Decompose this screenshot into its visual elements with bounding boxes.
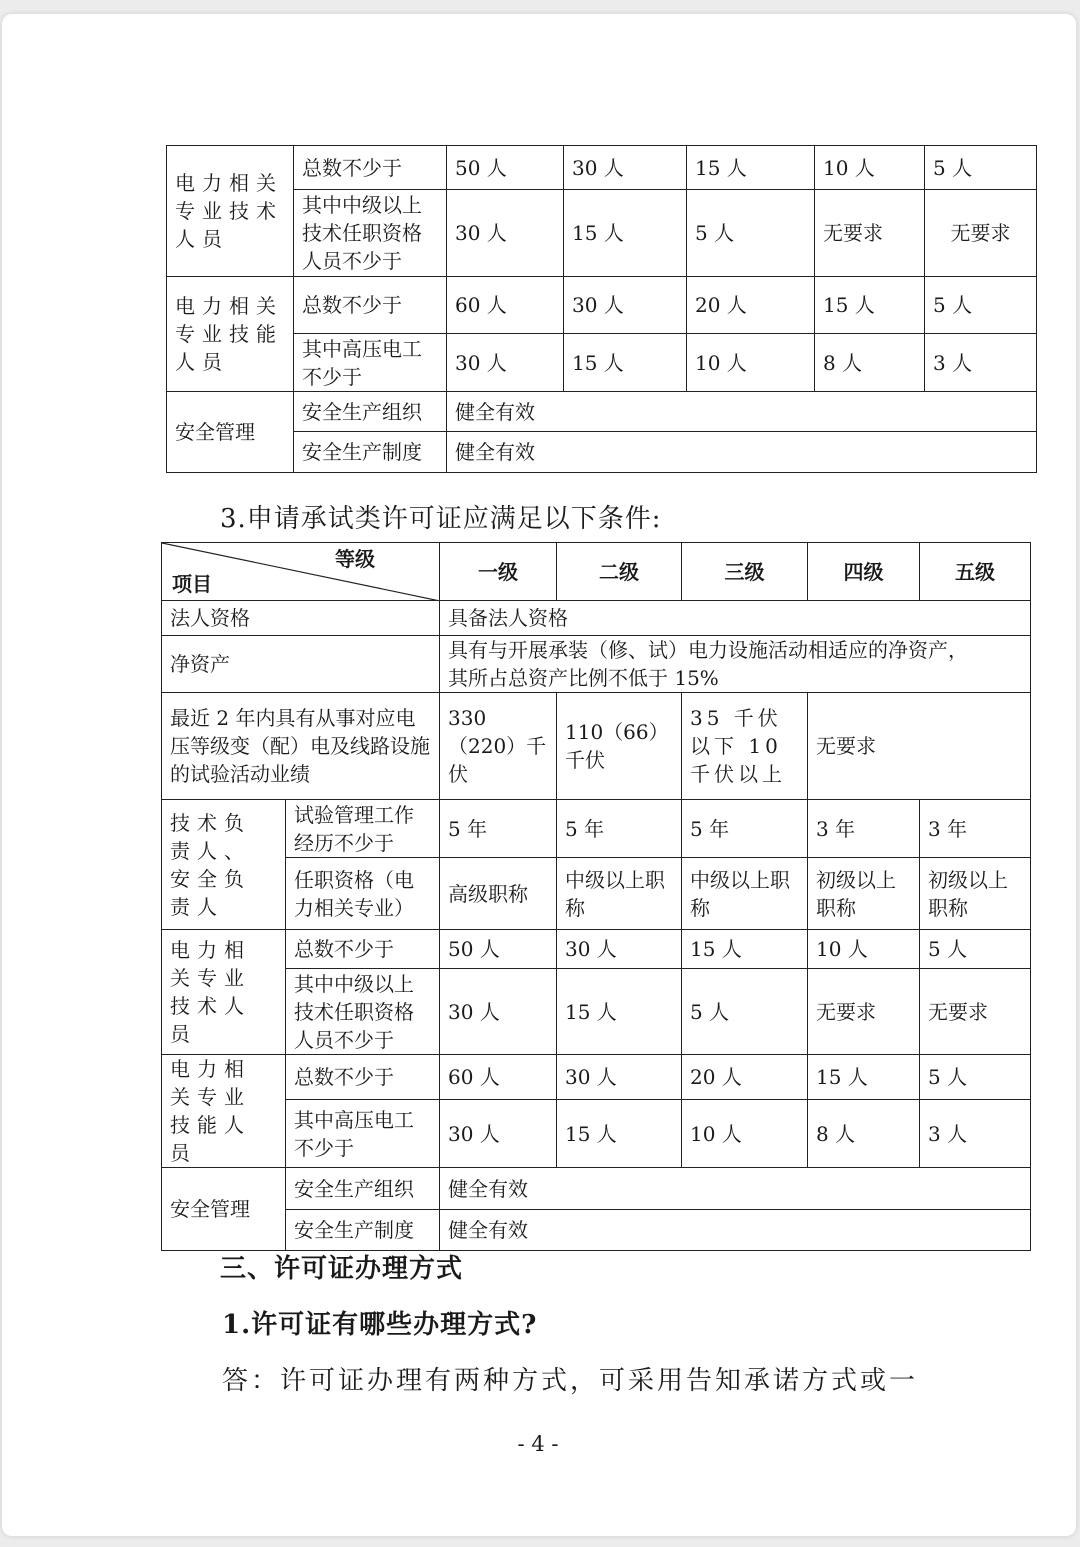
cell: 10 人 (687, 334, 815, 392)
cell: 30 人 (447, 190, 564, 277)
cell: 5 人 (920, 1055, 1031, 1100)
legal-label: 法人资格 (162, 601, 440, 636)
assets-value (440, 636, 1031, 693)
cell: 无要求 (925, 190, 1037, 277)
cell: 15 人 (808, 1055, 920, 1100)
leaders-label: 技术负责人、安全负责人 (162, 800, 286, 930)
section-heading-three: 三、许可证办理方式 (220, 1254, 464, 1284)
cell: 无要求 (815, 190, 925, 277)
cell: 8 人 (815, 334, 925, 392)
cell: 10 人 (815, 146, 925, 190)
cell: 50 人 (447, 146, 564, 190)
leaders-exp-label: 试验管理工作经历不少于 (286, 800, 440, 858)
cell: 5 年 (440, 800, 557, 858)
safety-sys-label: 安全生产制度 (286, 1210, 440, 1251)
skill-staff-total-label: 总数不少于 (294, 277, 447, 334)
safety-org-label: 安全生产组织 (294, 392, 447, 432)
tech-staff-mid-label: 其中中级以上技术任职资格人员不少于 (294, 190, 447, 277)
safety-sys-value: 健全有效 (447, 432, 1037, 473)
safety-sys-label: 安全生产制度 (294, 432, 447, 473)
grade-5-header: 五级 (920, 543, 1031, 601)
grade-4-header: 四级 (808, 543, 920, 601)
cell: 5 人 (920, 930, 1031, 969)
cell: 初级以上职称 (920, 858, 1031, 930)
skill-staff-label: 电力相关专业技能人员 (162, 1055, 286, 1168)
cell: 10 人 (808, 930, 920, 969)
cell: 15 人 (687, 146, 815, 190)
cell: 无要求 (808, 693, 1031, 800)
testing-license-requirements-table (161, 542, 1031, 1251)
cell: 30 人 (564, 277, 687, 334)
cell: 10 人 (682, 1100, 808, 1168)
assets-value-line1: 具有与开展承装（修、试）电力设施活动相适应的净资产， (448, 638, 968, 662)
cell: 3 人 (925, 334, 1037, 392)
cell: 110（66）千伏 (557, 693, 682, 800)
cell: 15 人 (557, 1100, 682, 1168)
cell: 无要求 (920, 969, 1031, 1055)
cell: 30 人 (557, 930, 682, 969)
assets-label: 净资产 (162, 636, 440, 693)
cell: 5 人 (925, 146, 1037, 190)
cell: 330（220）千伏 (440, 693, 557, 800)
cell: 15 人 (564, 334, 687, 392)
cell: 15 人 (682, 930, 808, 969)
skill-staff-hv-label: 其中高压电工不少于 (286, 1100, 440, 1168)
skill-staff-hv-label: 其中高压电工不少于 (294, 334, 447, 392)
grade-1-header: 一级 (440, 543, 557, 601)
legal-value: 具备法人资格 (440, 601, 1031, 636)
cell: 3 年 (808, 800, 920, 858)
performance-label: 最近 2 年内具有从事对应电压等级变（配）电及线路设施的试验活动业绩 (162, 693, 440, 800)
cell: 5 人 (925, 277, 1037, 334)
cell: 30 人 (557, 1055, 682, 1100)
cell: 60 人 (440, 1055, 557, 1100)
tech-staff-label: 电力相关专业技术人员 (167, 146, 294, 277)
cell: 30 人 (447, 334, 564, 392)
safety-org-value: 健全有效 (447, 392, 1037, 432)
safety-sys-value: 健全有效 (440, 1210, 1031, 1251)
cell: 30 人 (564, 146, 687, 190)
item-header: 项目 (172, 572, 212, 596)
cell: 中级以上职称 (557, 858, 682, 930)
grade-3-header: 三级 (682, 543, 808, 601)
cell: 3 人 (920, 1100, 1031, 1168)
grade-2-header: 二级 (557, 543, 682, 601)
cell: 30 人 (440, 969, 557, 1055)
cell: 60 人 (447, 277, 564, 334)
skill-staff-total-label: 总数不少于 (286, 1055, 440, 1100)
cell: 8 人 (808, 1100, 920, 1168)
tech-staff-mid-label: 其中中级以上技术任职资格人员不少于 (286, 969, 440, 1055)
page-number: - 4 - (517, 1432, 559, 1456)
cell: 20 人 (682, 1055, 808, 1100)
cell: 无要求 (808, 969, 920, 1055)
cell: 5 年 (557, 800, 682, 858)
cell: 5 人 (682, 969, 808, 1055)
assets-value-line2: 其所占总资产比例不低于 15% (448, 666, 719, 690)
cell: 35 千伏以下 10 千伏以上 (682, 693, 808, 800)
header-diagonal-cell (162, 543, 440, 601)
cell: 高级职称 (440, 858, 557, 930)
safety-org-label: 安全生产组织 (286, 1168, 440, 1210)
cell: 3 年 (920, 800, 1031, 858)
skill-staff-label: 电力相关专业技能人员 (167, 277, 294, 392)
cell: 15 人 (557, 969, 682, 1055)
question-1: 1.许可证有哪些办理方式? (222, 1310, 538, 1340)
cell: 20 人 (687, 277, 815, 334)
grade-header: 等级 (335, 547, 375, 571)
installer-requirements-table-continued (166, 145, 1037, 473)
cell: 5 人 (687, 190, 815, 277)
cell: 50 人 (440, 930, 557, 969)
cell: 15 人 (815, 277, 925, 334)
safety-org-value: 健全有效 (440, 1168, 1031, 1210)
leaders-title-label: 任职资格（电力相关专业） (286, 858, 440, 930)
cell: 30 人 (440, 1100, 557, 1168)
tech-staff-total-label: 总数不少于 (286, 930, 440, 969)
section-3-title: 3.申请承试类许可证应满足以下条件: (220, 504, 662, 534)
cell: 15 人 (564, 190, 687, 277)
safety-label: 安全管理 (162, 1168, 286, 1251)
cell: 5 年 (682, 800, 808, 858)
cell: 初级以上职称 (808, 858, 920, 930)
tech-staff-label: 电力相关专业技术人员 (162, 930, 286, 1055)
tech-staff-total-label: 总数不少于 (294, 146, 447, 190)
safety-label: 安全管理 (167, 392, 294, 473)
cell: 中级以上职称 (682, 858, 808, 930)
answer-text: 答：许可证办理有两种方式，可采用告知承诺方式或一 (222, 1366, 919, 1396)
